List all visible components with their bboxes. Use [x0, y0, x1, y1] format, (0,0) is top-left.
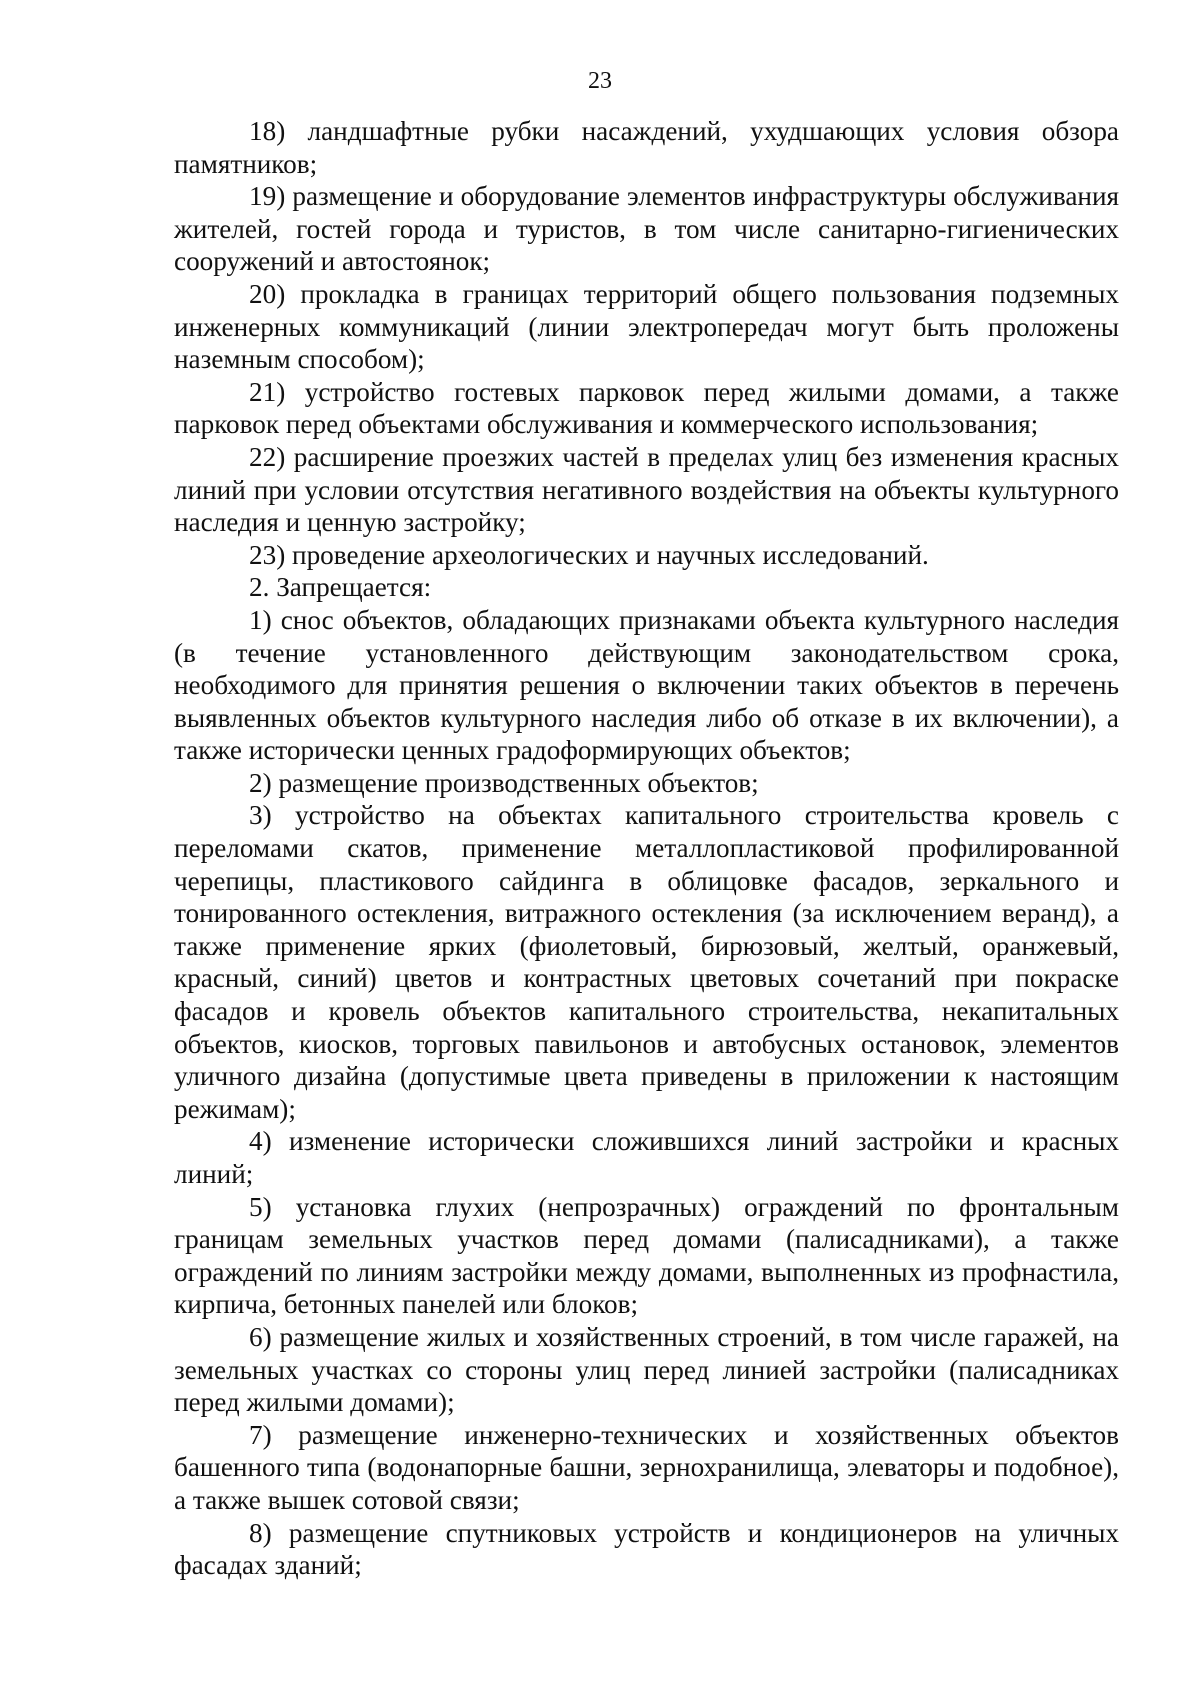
prohibited-item-6: 6) размещение жилых и хозяйственных строений, в том числе гаражей, на земельных участках со стороны улиц перед линией застройки (палисадниках перед жилыми домами); [174, 1321, 1119, 1418]
prohibited-item-5: 5) установка глухих (непрозрачных) ограждений по фронтальным границам земельных участков перед домами (палисадниками), а также ограждений по линиям застройки между домами, выполненных из профнастила, кирпича, бетонных панелей или блоков; [174, 1191, 1119, 1320]
page-number: 23 [588, 68, 612, 94]
paragraph-item-21: 21) устройство гостевых парковок перед жилыми домами, а также парковок перед объектами обслуживания и коммерческого использования; [174, 376, 1119, 440]
document-body [174, 115, 1119, 1582]
prohibited-item-7: 7) размещение инженерно-технических и хозяйственных объектов башенного типа (водонапорные башни, зернохранилища, элеваторы и подобное), а также вышек сотовой связи; [174, 1419, 1119, 1515]
paragraph-item-23: 23) проведение археологических и научных исследований. [249, 539, 929, 570]
prohibited-item-3: 3) устройство на объектах капитального строительства кровель с переломами скатов, применение металлопластиковой профилированной черепицы, пластикового сайдинга в облицовке фасадов, зеркального и тонированного остекления, витражного остекления (за исключением веранд), а также применение ярких (фиолетовый, бирюзовый, желтый, оранжевый, красный, синий) цветов и контрастных цветовых сочетаний при покраске фасадов и кровель объектов капитального строительства, некапитальных объектов, киосков, торговых павильонов и автобусных остановок, элементов уличного дизайна (допустимые цвета приведены в приложении к настоящим режимам); [174, 800, 1119, 1124]
paragraph-item-22: 22) расширение проезжих частей в пределах улиц без изменения красных линий при условии отсутствия негативного воздействия на объекты культурного наследия и ценную застройку; [174, 441, 1119, 538]
prohibited-item-2: 2) размещение производственных объектов; [249, 767, 759, 798]
paragraph-item-19: 19) размещение и оборудование элементов инфраструктуры обслуживания жителей, гостей города и туристов, в том числе санитарно-гигиенических сооружений и автостоянок; [174, 181, 1119, 277]
paragraph-item-18: 18) ландшафтные рубки насаждений, ухудшающих условия обзора памятников; [174, 116, 1119, 179]
paragraph-item-20: 20) прокладка в границах территорий общего пользования подземных инженерных коммуникаций (линии электропередач могут быть проложены наземным способом); [174, 278, 1119, 375]
section-heading-prohibited: 2. Запрещается: [249, 572, 432, 603]
prohibited-item-8: 8) размещение спутниковых устройств и кондиционеров на уличных фасадах зданий; [174, 1517, 1119, 1581]
prohibited-item-1: 1) снос объектов, обладающих признаками объекта культурного наследия (в течение установленного действующим законодательством срока, необходимого для принятия решения о включении таких объектов в перечень выявленных объектов культурного наследия либо об отказе в их включении), а также исторически ценных градоформирующих объектов; [174, 604, 1119, 766]
prohibited-item-4: 4) изменение исторически сложившихся линий застройки и красных линий; [174, 1126, 1119, 1189]
